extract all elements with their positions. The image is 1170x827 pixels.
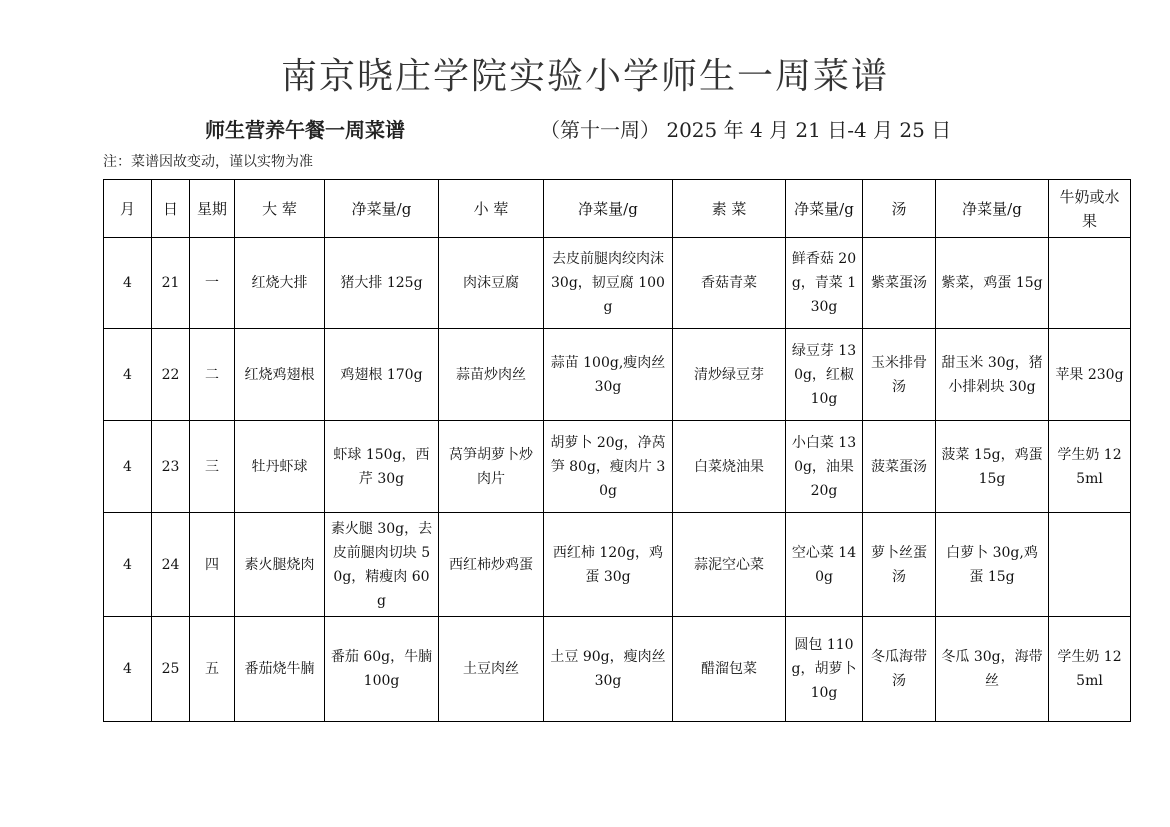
cell-main-qty: 鸡翅根 170g (325, 329, 439, 421)
cell-day: 23 (152, 421, 190, 513)
menu-note: 注：菜谱因故变动，谨以实物为准 (103, 154, 313, 170)
header-month: 月 (104, 180, 152, 238)
cell-day: 21 (152, 238, 190, 329)
cell-veg-dish: 香菇青菜 (673, 238, 786, 329)
cell-main-qty: 番茄 60g，牛腩 100g (325, 617, 439, 722)
cell-veg-qty: 空心菜 140g (786, 513, 863, 617)
cell-soup: 菠菜蛋汤 (863, 421, 936, 513)
header-veg-qty: 净菜量/g (786, 180, 863, 238)
header-veg-dish: 素 菜 (673, 180, 786, 238)
date-range: 2025 年 4 月 21 日-4 月 25 日 (666, 118, 952, 142)
cell-soup-qty: 白萝卜 30g,鸡蛋 15g (936, 513, 1049, 617)
cell-veg-dish: 清炒绿豆芽 (673, 329, 786, 421)
cell-weekday: 四 (190, 513, 235, 617)
cell-month: 4 (104, 238, 152, 329)
cell-soup-qty: 甜玉米 30g，猪小排剁块 30g (936, 329, 1049, 421)
table-row (104, 421, 1131, 513)
cell-side-qty: 西红柿 120g，鸡蛋 30g (544, 513, 673, 617)
cell-side-qty: 土豆 90g，瘦肉丝 30g (544, 617, 673, 722)
cell-soup-qty: 菠菜 15g，鸡蛋 15g (936, 421, 1049, 513)
cell-main-dish: 红烧鸡翅根 (235, 329, 325, 421)
cell-milk-fruit (1049, 513, 1131, 617)
cell-main-qty: 猪大排 125g (325, 238, 439, 329)
header-main-dish: 大 荤 (235, 180, 325, 238)
table-row (104, 238, 1131, 329)
cell-milk-fruit (1049, 238, 1131, 329)
header-main-qty: 净菜量/g (325, 180, 439, 238)
cell-soup: 冬瓜海带汤 (863, 617, 936, 722)
cell-main-dish: 红烧大排 (235, 238, 325, 329)
cell-weekday: 五 (190, 617, 235, 722)
cell-veg-dish: 白菜烧油果 (673, 421, 786, 513)
cell-main-dish: 番茄烧牛腩 (235, 617, 325, 722)
cell-veg-dish: 蒜泥空心菜 (673, 513, 786, 617)
cell-month: 4 (104, 513, 152, 617)
cell-veg-qty: 圆包 110g，胡萝卜 10g (786, 617, 863, 722)
cell-soup-qty: 冬瓜 30g，海带丝 (936, 617, 1049, 722)
cell-soup: 紫菜蛋汤 (863, 238, 936, 329)
cell-veg-qty: 鲜香菇 20g，青菜 130g (786, 238, 863, 329)
cell-side-dish: 西红柿炒鸡蛋 (439, 513, 544, 617)
cell-main-qty: 素火腿 30g，去皮前腿肉切块 50g，精瘦肉 60g (325, 513, 439, 617)
cell-side-dish: 土豆肉丝 (439, 617, 544, 722)
page-title: 南京晓庄学院实验小学师生一周菜谱 (280, 56, 889, 97)
header-soup-qty: 净菜量/g (936, 180, 1049, 238)
cell-weekday: 一 (190, 238, 235, 329)
cell-day: 25 (152, 617, 190, 722)
cell-side-dish: 肉沫豆腐 (439, 238, 544, 329)
cell-veg-qty: 绿豆芽 130g，红椒 10g (786, 329, 863, 421)
cell-veg-dish: 醋溜包菜 (673, 617, 786, 722)
menu-subtitle: 师生营养午餐一周菜谱 (205, 118, 405, 142)
cell-milk-fruit: 学生奶 125ml (1049, 617, 1131, 722)
cell-side-qty: 胡萝卜 20g，净莴笋 80g，瘦肉片 30g (544, 421, 673, 513)
week-date-line (540, 114, 951, 143)
cell-side-qty: 蒜苗 100g,瘦肉丝 30g (544, 329, 673, 421)
cell-side-qty: 去皮前腿肉绞肉沫 30g，韧豆腐 100g (544, 238, 673, 329)
cell-veg-qty: 小白菜 130g，油果 20g (786, 421, 863, 513)
table-header-row (104, 180, 1131, 238)
table-row (104, 513, 1131, 617)
header-weekday: 星期 (190, 180, 235, 238)
week-label: （第十一周） (540, 118, 660, 142)
cell-milk-fruit: 学生奶 125ml (1049, 421, 1131, 513)
table-row (104, 329, 1131, 421)
cell-side-dish: 蒜苗炒肉丝 (439, 329, 544, 421)
cell-month: 4 (104, 329, 152, 421)
cell-month: 4 (104, 421, 152, 513)
cell-weekday: 三 (190, 421, 235, 513)
header-day: 日 (152, 180, 190, 238)
cell-month: 4 (104, 617, 152, 722)
cell-soup-qty: 紫菜，鸡蛋 15g (936, 238, 1049, 329)
table-row (104, 617, 1131, 722)
header-side-dish: 小 荤 (439, 180, 544, 238)
cell-day: 24 (152, 513, 190, 617)
cell-main-dish: 素火腿烧肉 (235, 513, 325, 617)
header-milk-fruit: 牛奶或水果 (1049, 180, 1131, 238)
header-soup: 汤 (863, 180, 936, 238)
cell-milk-fruit: 苹果 230g (1049, 329, 1131, 421)
cell-soup: 玉米排骨汤 (863, 329, 936, 421)
weekly-menu-table (103, 179, 1131, 722)
cell-main-qty: 虾球 150g，西芹 30g (325, 421, 439, 513)
cell-day: 22 (152, 329, 190, 421)
cell-main-dish: 牡丹虾球 (235, 421, 325, 513)
cell-side-dish: 莴笋胡萝卜炒肉片 (439, 421, 544, 513)
cell-weekday: 二 (190, 329, 235, 421)
header-side-qty: 净菜量/g (544, 180, 673, 238)
cell-soup: 萝卜丝蛋汤 (863, 513, 936, 617)
